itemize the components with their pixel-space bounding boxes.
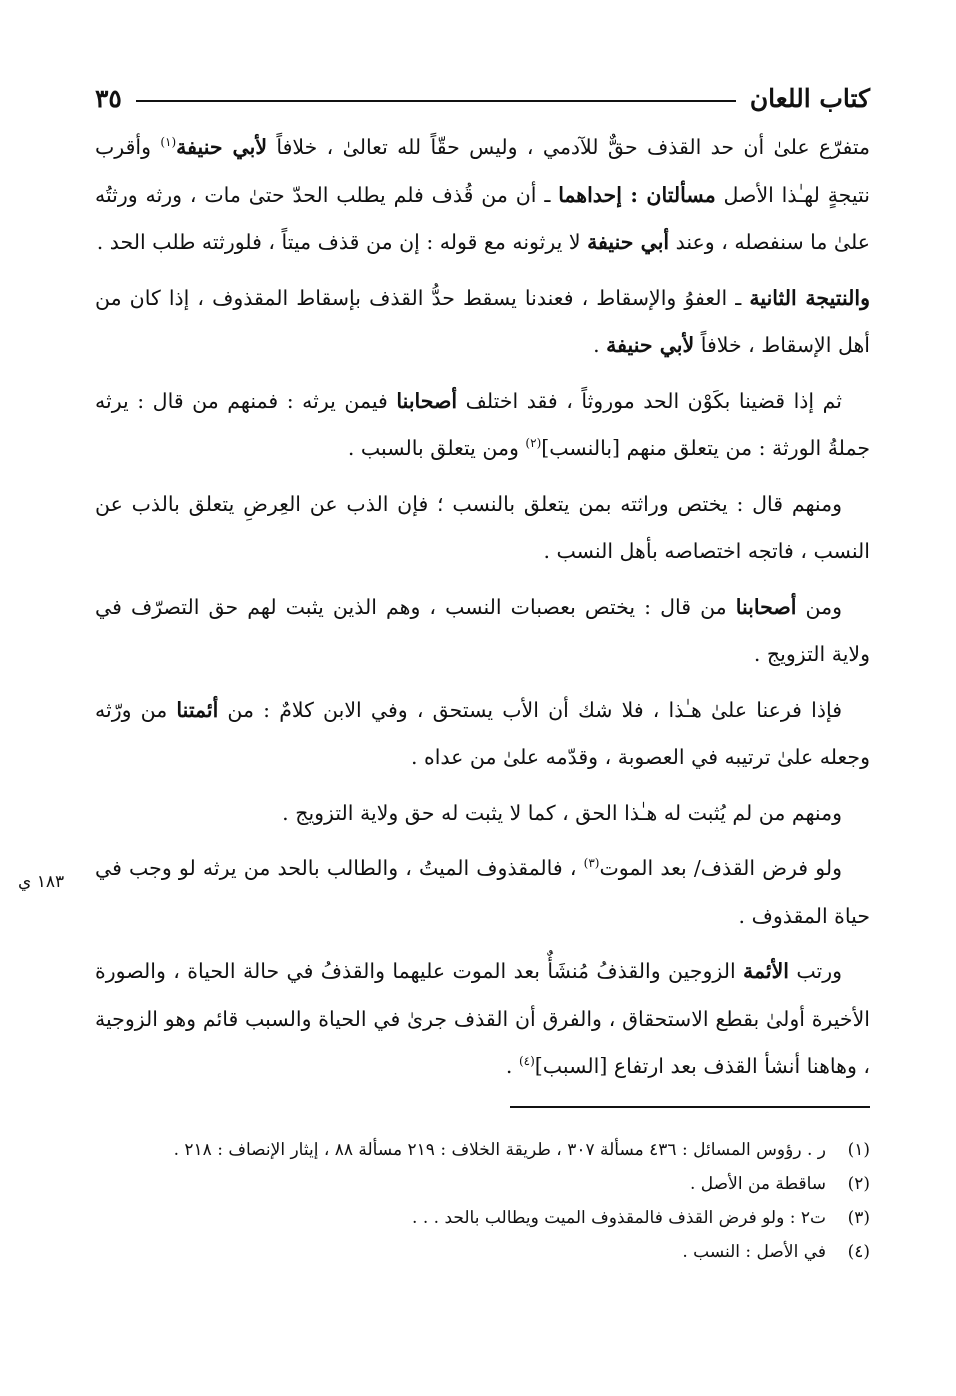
- text-run: ومن: [796, 594, 842, 619]
- paragraph: [95, 481, 870, 576]
- chapter-title: كتاب اللعان: [749, 83, 870, 113]
- footnote-marker: (٣): [583, 856, 600, 871]
- footnote: [95, 1202, 870, 1234]
- text-run: ، فالمقذوف الميتُ ، والطالب بالحد من يرثه لو وجب في حياة المقذوف .: [95, 856, 870, 928]
- text-run: فيمن يرثه : فمنهم من قال : يرثه جملةُ الورثة : من يتعلق منهم [بالنسب]: [95, 388, 870, 460]
- text-run: ثم إذا قضينا بكَوْن الحد موروثاً ، فقد اختلف: [457, 388, 842, 413]
- footnote: [95, 1168, 870, 1200]
- text-run: الزوجين والقذفُ مُنشَأٌ بعد الموت عليهما والقذفُ في حالة الحياة ، والصورة الأخيرة أولىٰ بقطع الاستحقاق ، والفرق أن القذف جرىٰ في الحياة والسبب قائم وهو الزوجية ، وهاهنا أنشأ القذف بعد ارتفاع [السبب]: [95, 959, 870, 1078]
- text-run: وأقرب نتيجةٍ لهـٰذا الأصل: [95, 135, 870, 207]
- paragraph: [95, 378, 870, 473]
- footnote-separator: [510, 1106, 870, 1108]
- footnote-marker: (١): [160, 135, 177, 150]
- text-run: من ورّثه وجعله علىٰ ترتيبه في العصوبة ، وقدّمه علىٰ من عداه .: [95, 697, 870, 769]
- running-header: [95, 78, 870, 118]
- text-run: ـ أن من قُذف فلم يطلب الحدّ حتىٰ مات ، ورثه ورثتُه علىٰ ما سنفصله ، وعند: [95, 182, 870, 254]
- paragraph: [95, 845, 870, 940]
- text-run: ومنهم من لم يُثبت له هـٰذا الحق ، كما لا يثبت له حق ولاية التزويج .: [282, 800, 842, 825]
- footnote-text: ر . رؤوس المسائل : ٤٣٦ مسألة ٣٠٧ ، طريقة الخلاف : ٢١٩ مسألة ٨٨ ، إيثار الإنصاف : ٢١٨ .: [173, 1140, 826, 1160]
- manuscript-folio-note: ١٨٣ ي: [18, 872, 65, 892]
- paragraph: [95, 790, 870, 838]
- text-run: ـ العفوُ والإسقاط ، فعندنا يسقط حدُّ القذف بإسقاط المقذوف ، إذا كان من أهل الإسقاط ، خلافاً: [95, 285, 870, 357]
- main-text: [95, 124, 870, 1099]
- paragraph: [95, 584, 870, 679]
- footnote-text: ت٢ : ولو فرض القذف فالمقذوف الميت ويطالب بالحد . . .: [412, 1208, 826, 1228]
- text-run: ومنهم قال : يختص وراثته بمن يتعلق بالنسب ؛ فإن الذب عن العِرضِ يتعلق بالذب عن النسب ، فاتجه اختصاصه بأهل النسب .: [95, 491, 870, 563]
- footnote-number: (٤): [847, 1242, 870, 1262]
- footnote-number: (١): [847, 1140, 870, 1160]
- text-run: ومن يتعلق بالسبب .: [347, 436, 526, 460]
- bold-term: أبي حنيفة: [587, 230, 670, 254]
- text-run: متفرّع علىٰ أن حد القذف حقٌّ للآدمي ، وليس حقّاً لله تعالىٰ ، خلافاً: [267, 135, 871, 159]
- bold-term: لأبي حنيفة: [176, 135, 268, 159]
- text-run: .: [505, 1054, 519, 1078]
- footnote-marker: (٤): [518, 1054, 535, 1069]
- footnote: [95, 1134, 870, 1166]
- header-rule: [136, 100, 736, 102]
- footnote-text: في الأصل : النسب .: [682, 1242, 826, 1262]
- footnote-number: (٢): [847, 1174, 870, 1194]
- text-run: .: [593, 333, 607, 357]
- bold-term: أئمتنا: [176, 697, 219, 722]
- text-run: لا يرثونه مع قوله : إن من قذف ميتاً ، فلورثته طلب الحد .: [96, 230, 588, 254]
- bold-term: والنتيجة الثانية: [749, 285, 870, 310]
- footnote-number: (٣): [847, 1208, 870, 1228]
- bold-term: الأئمة: [743, 959, 789, 983]
- page-number: ٣٥: [95, 83, 122, 113]
- paragraph: [95, 275, 870, 370]
- footnote: [95, 1236, 870, 1268]
- paragraph: [95, 124, 870, 267]
- bold-term: مسألتان : إحداهما: [558, 182, 716, 207]
- paragraph: [95, 687, 870, 782]
- text-run: فإذا فرعنا علىٰ هـٰذا ، فلا شك أن الأب يستحق ، وفي الابن كلامٌ : من: [218, 697, 842, 722]
- footnotes: [95, 1134, 870, 1270]
- text-run: ورتب: [788, 959, 842, 983]
- paragraph: [95, 948, 870, 1091]
- bold-term: أصحابنا: [396, 388, 458, 413]
- bold-term: أصحابنا: [735, 594, 797, 619]
- text-run: ولو فرض القذف/ بعد الموت: [599, 856, 842, 880]
- text-run: من قال : يختص بعصبات النسب ، وهم الذين يثبت لهم حق التصرّف في ولاية التزويج .: [95, 594, 870, 666]
- bold-term: لأبي حنيفة: [606, 333, 695, 357]
- footnote-text: ساقطة من الأصل .: [690, 1174, 826, 1194]
- footnote-marker: (٢): [525, 436, 542, 451]
